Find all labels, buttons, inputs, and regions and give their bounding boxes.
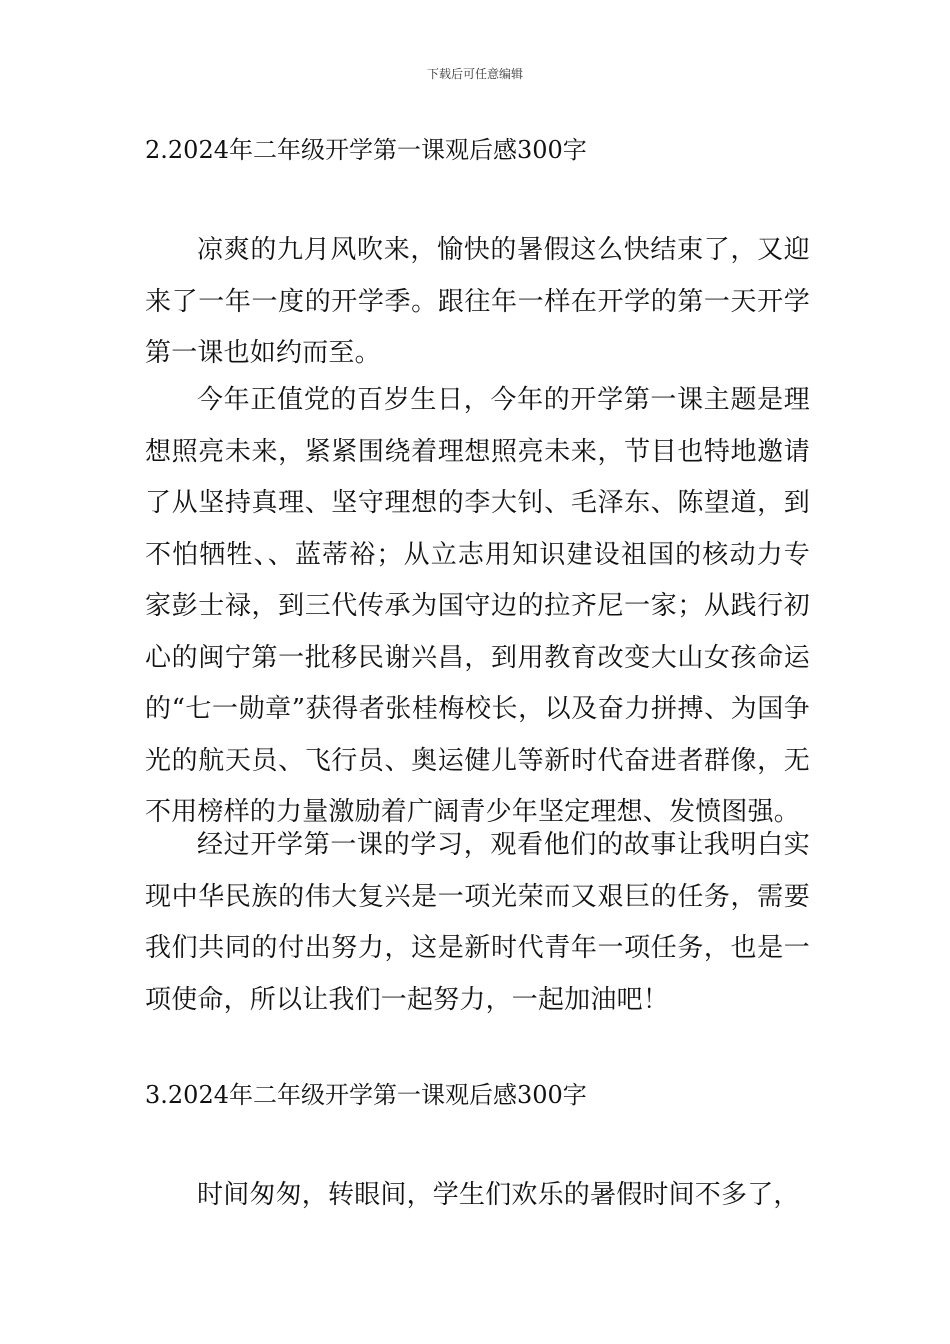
section-2-paragraph-2: 今年正值党的百岁生日，今年的开学第一课主题是理想照亮未来，紧紧围绕着理想照亮未来，节目也特地邀请了从坚持真理、坚守理想的李大钊、毛泽东、陈望道，到不怕牺牲、、蓝蒂裕；从立志用知识建设祖国的核动力专家彭士禄，到三代传承为国守边的拉齐尼一家；从践行初心的闽宁第一批移民谢兴昌，到用教育改变大山女孩命运的“七一勋章”获得者张桂梅校长，以及奋力拼搏、为国争光的航天员、飞行员、奥运健儿等新时代奋进者群像，无不用榜样的力量激励着广阔青少年坚定理想、发愤图强。 xyxy=(145,385,810,827)
section-3-paragraph-1: 时间匆匆，转眼间，学生们欢乐的暑假时间不多了， xyxy=(197,1180,800,1210)
section-3-heading: 3.2024年二年级开学第一课观后感300字 xyxy=(145,1081,587,1109)
header-note: 下载后可任意编辑 xyxy=(426,67,523,81)
section-2-heading: 2.2024年二年级开学第一课观后感300字 xyxy=(145,136,587,164)
section-2-paragraph-1: 凉爽的九月风吹来，愉快的暑假这么快结束了，又迎来了一年一度的开学季。跟往年一样在开学的第一天开学第一课也如约而至。 xyxy=(145,235,810,368)
section-2-paragraph-3: 经过开学第一课的学习，观看他们的故事让我明白实现中华民族的伟大复兴是一项光荣而又艰巨的任务，需要我们共同的付出努力，这是新时代青年一项任务，也是一项使命，所以让我们一起努力，一起加油吧！ xyxy=(145,830,810,1015)
